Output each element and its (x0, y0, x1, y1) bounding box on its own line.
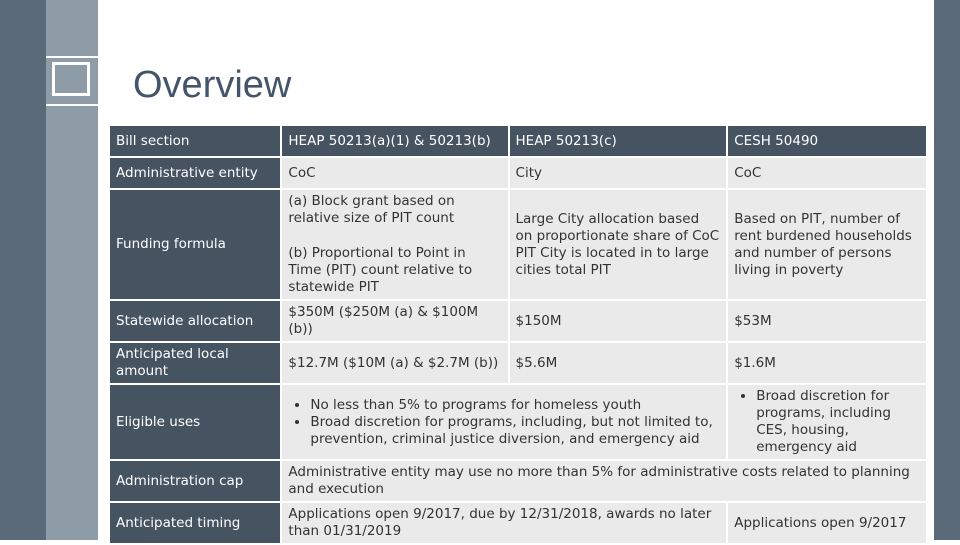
divider (46, 56, 98, 58)
table-cell: Applications open 9/2017, due by 12/31/2018, awards no later than 01/31/2019 (282, 503, 726, 543)
table-row (110, 158, 926, 188)
table-row (110, 385, 926, 459)
row-label: Funding formula (110, 190, 280, 299)
divider (46, 104, 98, 106)
table-cell: $53M (728, 301, 926, 341)
cesh-eligible-list (734, 388, 920, 456)
table-cell: $1.6M (728, 343, 926, 383)
left-accent-bar (0, 0, 46, 540)
table-cell: $5.6M (510, 343, 727, 383)
table-row (110, 343, 926, 383)
header-heap-c: HEAP 50213(c) (510, 126, 727, 156)
table-cell: $350M ($250M (a) & $100M (b)) (282, 301, 507, 341)
header-cesh: CESH 50490 (728, 126, 926, 156)
list-item: • Broad discretion for programs, including CES, housing, emergency aid (756, 388, 920, 456)
row-label: Anticipated local amount (110, 343, 280, 383)
page-title: Overview (133, 64, 292, 106)
table-cell (728, 385, 926, 459)
funding-a-text: (a) Block grant based on relative size of PIT count (288, 193, 455, 226)
row-label: Administrative entity (110, 158, 280, 188)
table-cell: CoC (282, 158, 507, 188)
right-accent-bar (934, 0, 960, 540)
table-cell: Large City allocation based on proportionate share of CoC PIT City is located in to large cities total PIT (510, 190, 727, 299)
table-cell: CoC (728, 158, 926, 188)
row-label: Administration cap (110, 461, 280, 501)
header-bill-section: Bill section (110, 126, 280, 156)
table-header-row (110, 126, 926, 156)
list-item: • Broad discretion for programs, including, but not limited to, prevention, criminal justice diversion, and emergency aid (310, 414, 720, 448)
table-row (110, 461, 926, 501)
table-cell: City (510, 158, 727, 188)
table-cell: Administrative entity may use no more than 5% for administrative costs related to planning and execution (282, 461, 926, 501)
funding-b-text: (b) Proportional to Point in Time (PIT) count relative to statewide PIT (288, 245, 473, 295)
table-row (110, 190, 926, 299)
row-label: Statewide allocation (110, 301, 280, 341)
heap-eligible-list (288, 397, 720, 448)
list-item: • No less than 5% to programs for homeless youth (310, 397, 720, 414)
square-icon (52, 62, 90, 96)
table-cell: Based on PIT, number of rent burdened households and number of persons living in poverty (728, 190, 926, 299)
header-heap-a-b: HEAP 50213(a)(1) & 50213(b) (282, 126, 507, 156)
row-label: Eligible uses (110, 385, 280, 459)
overview-table (108, 124, 928, 545)
table-row (110, 503, 926, 543)
table-cell: Applications open 9/2017 (728, 503, 926, 543)
table-cell (282, 385, 726, 459)
row-label: Anticipated timing (110, 503, 280, 543)
table-cell (282, 190, 507, 299)
table-row (110, 301, 926, 341)
table-cell: $12.7M ($10M (a) & $2.7M (b)) (282, 343, 507, 383)
table-cell: $150M (510, 301, 727, 341)
